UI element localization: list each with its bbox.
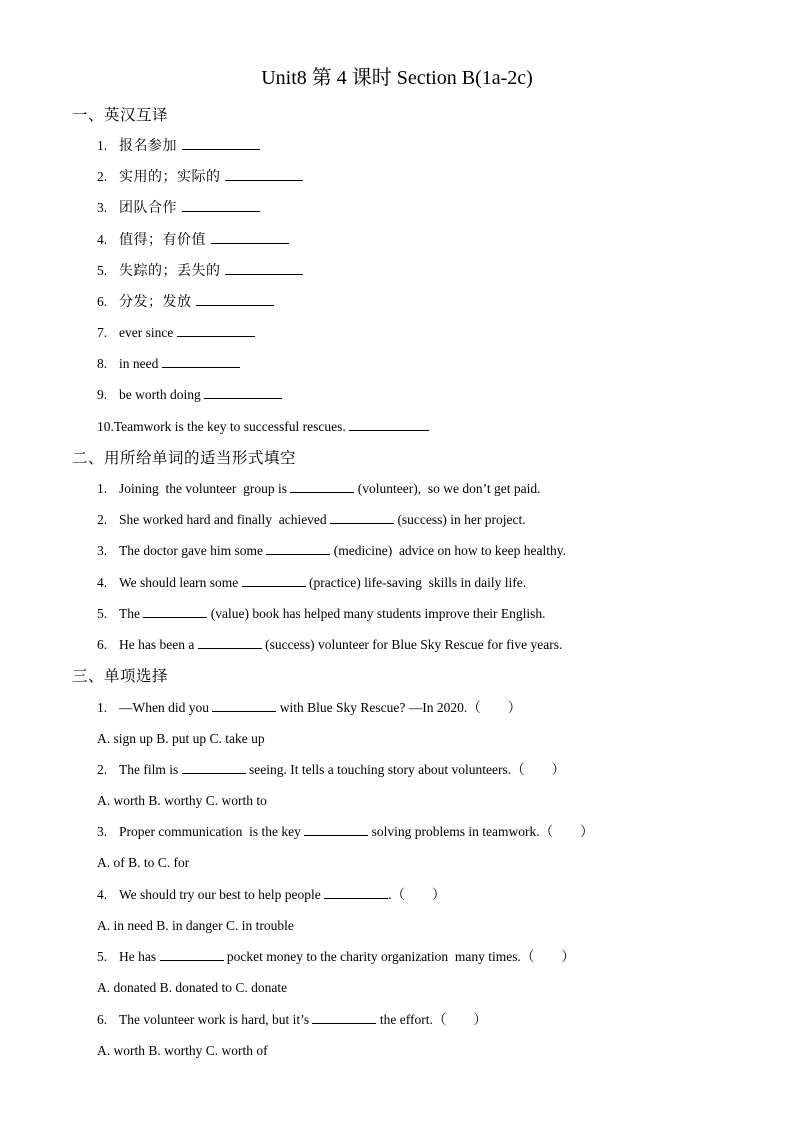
section-heading-translation: 一、英汉互译 [72,106,169,124]
item-number: 1. [97,700,108,715]
item-number: 6. [97,1012,108,1027]
answer-parentheses[interactable]: （ ） [511,762,566,777]
item-number: 9. [97,387,108,402]
item-number: 2. [97,762,108,777]
answer-blank[interactable] [182,761,246,774]
item-text: 报名参加 [119,138,182,154]
list-item [97,262,303,280]
item-text: The film is [119,762,182,777]
item-number: 6. [97,637,108,652]
section-heading-multiple-choice: 三、单项选择 [72,667,169,685]
answer-blank[interactable] [162,355,240,368]
question-options: A. worth B. worthy C. worth of [97,1043,268,1058]
item-text: The [119,606,144,621]
item-number: 7. [97,325,108,340]
answer-blank[interactable] [177,324,255,337]
list-item [97,168,303,186]
answer-blank[interactable] [196,293,274,306]
item-number: 3. [97,543,108,558]
list-item [97,293,274,311]
answer-blank[interactable] [242,574,306,587]
list-item [97,542,566,560]
item-number: 3. [97,200,108,215]
section-heading-word-forms: 二、用所给单词的适当形式填空 [72,449,297,467]
list-item [97,137,260,155]
list-item [97,574,526,592]
answer-blank[interactable] [198,636,262,649]
question-stem [97,886,446,904]
question-options: A. in need B. in danger C. in trouble [97,918,294,933]
answer-blank[interactable] [324,886,388,899]
answer-blank[interactable] [204,386,282,399]
list-item [97,418,429,436]
item-text: 值得；有价值 [119,232,211,248]
answer-blank[interactable] [290,480,354,493]
item-text: (success) in her project. [394,512,526,527]
item-text: in need [119,356,162,371]
item-text: seeing. It tells a touching story about volunteers. [245,762,512,777]
item-text: We should learn some [119,575,242,590]
answer-parentheses[interactable]: （ ） [539,824,594,839]
list-item [97,386,282,404]
item-text: The doctor gave him some [119,543,267,558]
page-title [0,66,794,90]
question-stem [97,761,565,779]
item-number: 4. [97,887,108,902]
item-text: the effort. [376,1012,433,1027]
answer-blank[interactable] [143,605,207,618]
item-number: 2. [97,512,108,527]
answer-parentheses[interactable]: （ ） [432,1012,487,1027]
list-item [97,231,289,249]
answer-blank[interactable] [312,1011,376,1024]
item-text: He has [119,949,160,964]
item-text: The volunteer work is hard, but it’s [119,1012,313,1027]
item-number: 6. [97,294,108,309]
list-item [97,605,546,623]
item-text: 实用的；实际的 [119,169,226,185]
list-item [97,199,260,217]
answer-blank[interactable] [182,199,260,212]
item-number: 5. [97,949,108,964]
item-number: 1. [97,481,108,496]
answer-blank[interactable] [212,699,276,712]
question-stem [97,699,521,717]
item-text: ever since [119,325,177,340]
answer-blank[interactable] [225,168,303,181]
item-text: She worked hard and finally achieved [119,512,331,527]
item-number: 4. [97,232,108,247]
answer-parentheses[interactable]: （ ） [391,887,446,902]
question-stem [97,948,575,966]
item-number: 5. [97,606,108,621]
item-text: 分发；发放 [119,294,197,310]
answer-blank[interactable] [349,418,429,431]
question-stem [97,1011,487,1029]
answer-blank[interactable] [211,231,289,244]
item-text: (success) volunteer for Blue Sky Rescue for five years. [261,637,563,652]
item-text: . [388,887,392,902]
item-text: with Blue Sky Rescue? —In 2020. [276,700,468,715]
answer-blank[interactable] [330,511,394,524]
list-item [97,636,562,654]
item-text: 团队合作 [119,200,182,216]
item-text: —When did you [119,700,213,715]
answer-blank[interactable] [182,137,260,150]
list-item [97,355,240,373]
item-text: solving problems in teamwork. [368,824,540,839]
item-text: Teamwork is the key to successful rescues. [113,419,350,434]
list-item [97,324,255,342]
item-text: He has been a [119,637,198,652]
item-text: (medicine) advice on how to keep healthy. [330,543,567,558]
item-text: (value) book has helped many students improve their English. [207,606,546,621]
answer-blank[interactable] [225,262,303,275]
item-text: Proper communication is the key [119,824,305,839]
item-text: 失踪的；丢失的 [119,263,226,279]
item-number: 4. [97,575,108,590]
item-text: (volunteer), so we don’t get paid. [354,481,541,496]
answer-parentheses[interactable]: （ ） [467,700,522,715]
item-number: 2. [97,169,108,184]
item-number: 3. [97,824,108,839]
answer-parentheses[interactable]: （ ） [520,949,575,964]
list-item [97,511,526,529]
list-item [97,480,540,498]
answer-blank[interactable] [304,823,368,836]
item-text: (practice) life-saving skills in daily life. [305,575,527,590]
question-options: A. donated B. donated to C. donate [97,980,288,995]
item-text: pocket money to the charity organization many times. [223,949,521,964]
question-options: A. sign up B. put up C. take up [97,731,265,746]
item-number: 5. [97,263,108,278]
page-title-text: Unit8 第 4 课时 Section B(1a-2c) [261,67,533,89]
item-number: 8. [97,356,108,371]
question-options: A. worth B. worthy C. worth to [97,793,267,808]
answer-blank[interactable] [160,948,224,961]
item-number: 10. [97,419,114,434]
item-text: be worth doing [119,387,205,402]
item-text: We should try our best to help people [119,887,325,902]
answer-blank[interactable] [266,542,330,555]
question-stem [97,823,594,841]
item-text: Joining the volunteer group is [119,481,291,496]
item-number: 1. [97,138,108,153]
question-options: A. of B. to C. for [97,855,190,870]
